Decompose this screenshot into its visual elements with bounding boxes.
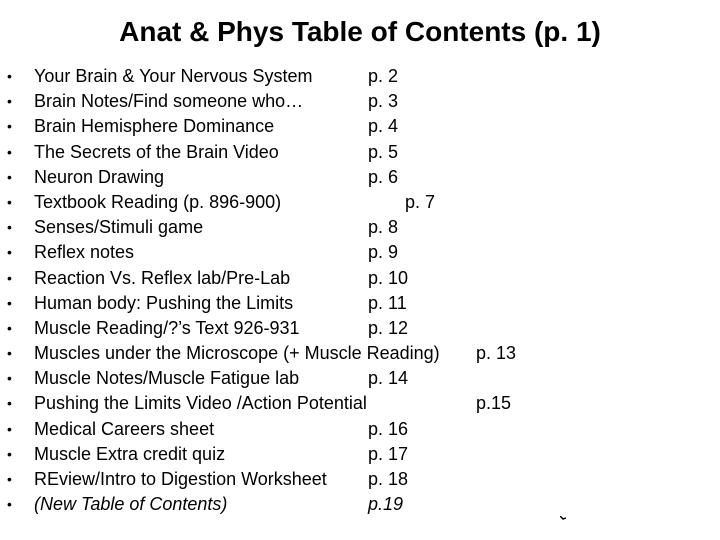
toc-item-page: p. 6 [368,166,399,187]
toc-item [0,417,720,442]
bullet-icon: • [7,471,12,487]
bullet-icon: • [7,143,12,160]
toc-item [0,240,720,265]
toc-item [0,442,720,467]
toc-item-title: Neuron Drawing [34,166,165,187]
bullet-icon: • [7,319,12,336]
table-of-contents [0,64,720,517]
toc-item-title: Pushing the Limits Video /Action Potential [34,393,367,414]
toc-item-page: p. 17 [368,443,409,464]
bullet-icon: • [7,445,12,462]
bullet-icon: • [7,193,12,210]
toc-item-page: p. 16 [368,418,409,439]
bullet-icon: • [7,420,12,437]
toc-item [0,190,720,215]
toc-item [0,492,720,517]
bullet-icon: • [7,219,12,236]
toc-item-page: p.15 [476,393,512,414]
toc-item-title: Human body: Pushing the Limits [34,292,294,313]
toc-item-page: p. 5 [368,141,399,162]
toc-item-title: Reflex notes [34,242,135,263]
bullet-icon: • [7,370,12,387]
toc-item-page: p. 8 [368,217,399,238]
toc-item-title: Textbook Reading (p. 896-900) [34,191,282,212]
toc-item-page: p. 13 [476,343,517,364]
stray-mark [560,516,566,520]
toc-item [0,467,720,492]
toc-item-page: p. 9 [368,242,399,263]
toc-item-page: p. 11 [368,292,407,313]
toc-item-page: p.19 [368,494,404,515]
toc-item [0,64,720,89]
toc-item-title: (New Table of Contents) [34,494,228,515]
toc-item-page: p. 14 [368,368,409,389]
toc-item-page: p. 2 [368,66,399,86]
toc-item-title: Brain Notes/Find someone who… [34,91,304,112]
toc-item [0,391,720,416]
bullet-icon: • [7,68,12,84]
toc-item-title: The Secrets of the Brain Video [34,141,279,162]
toc-item-title: REview/Intro to Digestion Worksheet [34,469,327,489]
toc-item-title: Muscle Extra credit quiz [34,443,226,464]
toc-item-title: Muscle Reading/?’s Text 926-931 [34,317,300,338]
toc-item-page: p. 18 [368,469,409,489]
toc-item-page: p. 7 [405,191,436,212]
toc-item-title: Muscle Notes/Muscle Fatigue lab [34,368,300,389]
toc-item [0,140,720,165]
toc-item [0,341,720,366]
toc-item-title: Muscles under the Microscope (+ Muscle Reading) [34,343,440,364]
bullet-icon: • [7,118,12,135]
toc-item-page: p. 12 [368,317,409,338]
toc-item-title: Medical Careers sheet [34,418,215,439]
toc-item [0,114,720,139]
toc-item-title: Senses/Stimuli game [34,217,204,238]
bullet-icon: • [7,168,12,185]
toc-item-page: p. 3 [368,91,399,112]
bullet-icon: • [7,496,12,513]
bullet-icon: • [7,395,12,412]
toc-item [0,89,720,114]
toc-item [0,291,720,316]
toc-item-title: Your Brain & Your Nervous System [34,66,313,86]
toc-item-page: p. 10 [368,267,409,288]
toc-item [0,366,720,391]
toc-item-page: p. 4 [368,116,399,137]
bullet-icon: • [7,244,12,261]
toc-item [0,165,720,190]
bullet-icon: • [7,345,12,362]
bullet-icon: • [7,93,12,110]
toc-item [0,316,720,341]
toc-item-title: Brain Hemisphere Dominance [34,116,275,137]
bullet-icon: • [7,269,12,286]
toc-item [0,215,720,240]
page-title: Anat & Phys Table of Contents (p. 1) [119,16,601,47]
bullet-icon: • [7,294,12,311]
toc-item [0,266,720,291]
toc-item-title: Reaction Vs. Reflex lab/Pre-Lab [34,267,291,288]
